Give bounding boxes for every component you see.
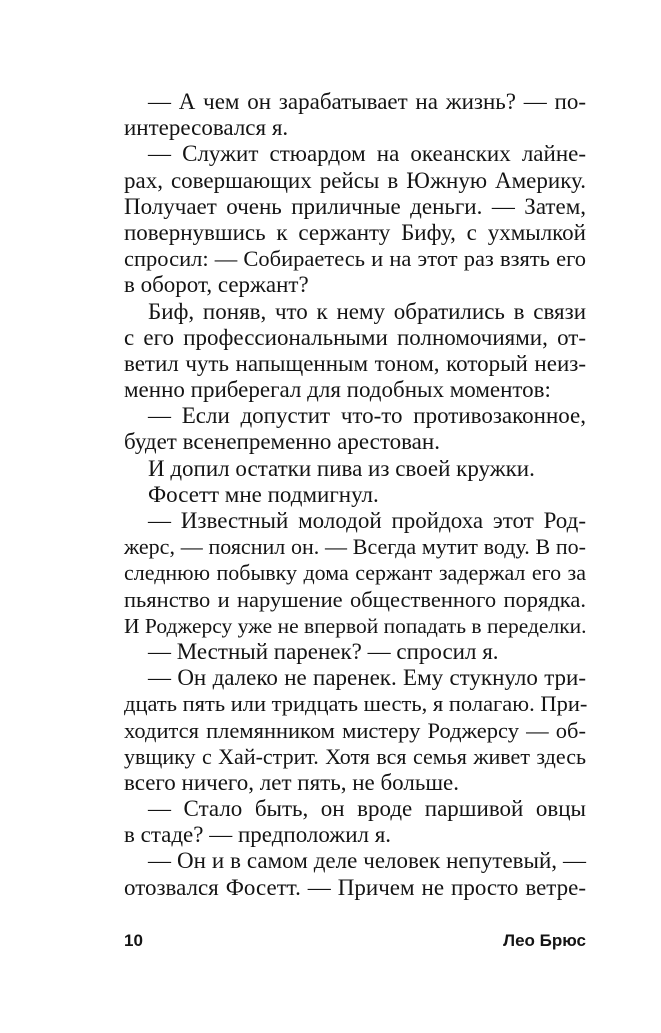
text-line: — Стало быть, он вроде паршивой овцы <box>148 796 586 822</box>
text-line: — Он и в самом деле человек непутевый, — <box>148 848 586 874</box>
text-line: ветил чуть напыщенным тоном, который неиз- <box>124 350 586 376</box>
text-line: Биф, поняв, что к нему обратились в связи <box>148 298 586 324</box>
text-line: в стаде? — предположил я. <box>124 822 392 848</box>
text-line: — Местный паренек? — спросил я. <box>148 638 499 664</box>
text-line: с его профессиональными полномочиями, от- <box>124 324 586 350</box>
text-line: И Роджерсу уже не впервой попадать в переделки. <box>124 613 587 638</box>
text-line: — Если допустит что-то противозаконное, <box>148 403 586 429</box>
text-line: жерс, — пояснил он. — Всегда мутит воду. В по- <box>124 534 586 560</box>
text-line: — А чем он зарабатывает на жизнь? — по- <box>148 89 586 114</box>
text-line: увщику с Хай-стрит. Хотя вся семья живет здесь <box>124 743 586 769</box>
text-line: — Служит стюардом на океанских лайне- <box>148 141 586 167</box>
text-line: ходится племянником мистеру Роджерсу — об- <box>124 717 586 743</box>
text-line: всего ничего, лет пять, не больше. <box>124 769 460 795</box>
text-line: следнюю побывку дома сержант задержал его за <box>124 560 586 586</box>
text-line: — Известный молодой пройдоха этот Род- <box>148 508 586 533</box>
text-line: интересовался я. <box>124 115 289 141</box>
text-line: Получает очень приличные деньги. — Затем, <box>124 193 586 219</box>
text-line: повернувшись к сержанту Бифу, с ухмылкой <box>124 219 586 245</box>
text-line: пьянство и нарушение общественного порядка. <box>124 586 586 612</box>
body-text <box>124 89 586 901</box>
text-line: менно приберегал для подобных моментов: <box>124 377 551 403</box>
page-number: 10 <box>124 931 143 950</box>
text-line: И допил остатки пива из своей кружки. <box>148 455 535 481</box>
text-line: дцать пять или тридцать шесть, я полагаю. При- <box>124 691 588 717</box>
running-header-author: Лео Брюс <box>503 931 586 950</box>
text-line: будет всенепременно арестован. <box>124 429 440 455</box>
text-line: в оборот, сержант? <box>124 272 309 298</box>
text-line: отозвался Фосетт. — Причем не просто ветре- <box>124 874 586 900</box>
text-line: — Он далеко не паренек. Ему стукнуло три- <box>148 665 586 691</box>
text-line: спросил: — Собираетесь и на этот раз взять его <box>124 246 586 272</box>
text-line: Фосетт мне подмигнул. <box>148 481 379 507</box>
text-line: рах, совершающих рейсы в Южную Америку. <box>124 167 586 193</box>
